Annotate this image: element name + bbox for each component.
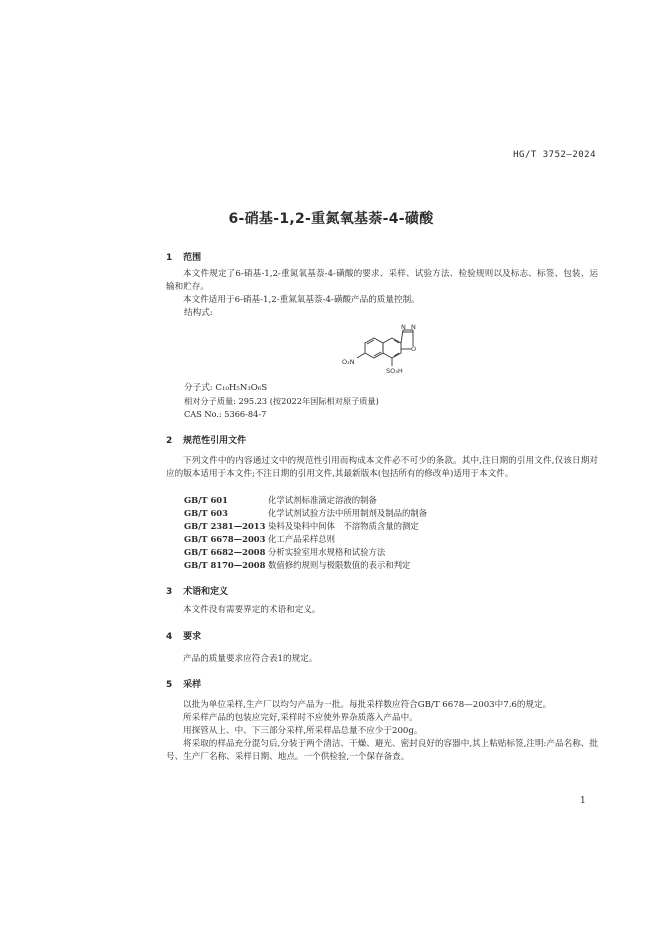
reference-item: [184, 520, 419, 533]
reference-code: GB/T 6682—2008: [184, 547, 266, 557]
reference-code: GB/T 601: [184, 495, 228, 505]
reference-code: GB/T 6678—2003: [184, 534, 266, 544]
reference-title: 数值修约规则与极限数值的表示和判定: [268, 560, 411, 570]
reference-item: [184, 559, 410, 572]
structure-label: 结构式:: [184, 308, 213, 318]
sampling-line: 将采取的样品充分混匀后,分装于两个清洁、干燥、避光、密封良好的容器中,其上粘贴标签,注明:产品名称、批号、生产厂名称、采样日期、地点。一个供检验,一个保存备查。: [166, 739, 598, 762]
section-number: 4: [166, 632, 173, 642]
cas-number: CAS No.: 5366-84-7: [184, 409, 267, 419]
sampling-line: 以批为单位采样,生产厂以均匀产品为一批。每批采样数应符合GB/T 6678—2003中7.6的规定。: [183, 700, 552, 710]
section-number: 5: [166, 680, 173, 690]
section-title: 范围: [183, 253, 202, 263]
reference-code: GB/T 603: [184, 508, 228, 518]
formula-label: 分子式:: [184, 383, 213, 393]
reference-item: [184, 507, 427, 520]
reference-title: 化工产品采样总则: [268, 534, 335, 544]
section-title: 采样: [183, 680, 202, 690]
section-number: 3: [166, 587, 173, 597]
section-title: 规范性引用文件: [183, 436, 247, 446]
section-number: 1: [166, 253, 173, 263]
left-benzene-ring: [365, 338, 383, 358]
section-2-heading: [166, 433, 246, 446]
section-1-heading: [166, 250, 201, 263]
azo-n2-label: N: [411, 323, 416, 331]
terms-text: 本文件没有需要界定的术语和定义。: [183, 605, 321, 615]
requirements-text: 产品的质量要求应符合表1的规定。: [183, 654, 318, 664]
reference-item: [184, 494, 377, 507]
sampling-line: 所采样产品的包装应完好,采样时不应使外界杂质落入产品中。: [183, 713, 418, 723]
reference-title: 化学试剂标准滴定溶液的制备: [268, 495, 377, 505]
document-number: HG/T 3752—2024: [513, 150, 596, 160]
scope-paragraph-2: 本文件适用于6-硝基-1,2-重氮氧基萘-4-磺酸产品的质量控制。: [183, 295, 420, 305]
section-4-heading: [166, 629, 201, 642]
section-title: 要求: [183, 632, 202, 642]
reference-title: 分析实验室用水规格和试验方法: [268, 547, 386, 557]
molecular-formula-line: [184, 382, 598, 395]
reference-code: GB/T 2381—2013: [184, 521, 266, 531]
section-number: 2: [166, 436, 173, 446]
page-number: 1: [580, 796, 586, 806]
molecular-formula: C₁₀H₅N₃O₆S: [215, 383, 268, 393]
normative-intro: 下列文件中的内容通过文中的规范性引用而构成本文件必不可少的条款。其中,注日期的引用文件,仅该日期对应的版本适用于本文件;不注日期的引用文件,其最新版本(包括所有的修改单)适用于本文件。: [166, 456, 598, 479]
nitro-bond: [357, 353, 365, 358]
oxygen-label: O: [411, 345, 417, 353]
reference-code: GB/T 8170—2008: [184, 560, 266, 570]
scope-paragraph-1: 本文件规定了6-硝基-1,2-重氮氧基萘-4-磺酸的要求、采样、试验方法、检验规则以及标志、标签、包装、运输和贮存。: [166, 269, 598, 292]
section-title: 术语和定义: [183, 587, 229, 597]
section-5-heading: [166, 677, 201, 690]
azo-n1-label: N: [401, 323, 406, 331]
structural-formula: [342, 322, 480, 388]
sulfonic-label: SO₃H: [386, 367, 403, 375]
reference-item: [184, 533, 335, 546]
document-title: 6-硝基-1,2-重氮氧基萘-4-磺酸: [228, 211, 434, 227]
c1-n-bond: [401, 330, 403, 343]
molecular-mass: 相对分子质量: 295.23 (按2022年国际相对原子质量): [184, 396, 379, 406]
sampling-line: 用探管从上、中、下三部分采样,所采样品总量不应少于200g。: [183, 726, 423, 736]
right-benzene-ring: [383, 338, 401, 358]
nitro-label: O₂N: [342, 358, 355, 366]
section-3-heading: [166, 584, 228, 597]
reference-item: [184, 546, 385, 559]
reference-title: 染料及染料中间体 不溶物质含量的测定: [268, 521, 419, 531]
reference-title: 化学试剂试验方法中所用制剂及制品的制备: [268, 508, 428, 518]
